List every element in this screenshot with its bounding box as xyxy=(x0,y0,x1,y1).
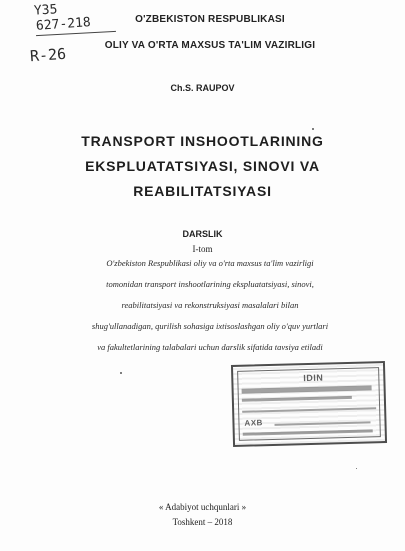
volume-label: I-tom xyxy=(192,244,213,254)
scan-speck xyxy=(120,372,122,374)
library-stamp xyxy=(231,361,387,447)
book-title-line-3: REABILITATSIYASI xyxy=(133,183,272,199)
approval-text-line-3: reabilitatsiyasi va rekonstruksiyasi masalalari bilan xyxy=(121,300,299,310)
approval-text-line-1: O'zbekiston Respublikasi oliy va o'rta maxsus ta'lim vazirligi xyxy=(106,258,314,268)
handwritten-shelf-mark: Y35 xyxy=(33,2,58,19)
ministry-country: O'ZBEKISTON RESPUBLIKASI xyxy=(135,14,285,25)
ministry-name: OLIY VA O'RTA MAXSUS TA'LIM VAZIRLIGI xyxy=(104,40,316,51)
library-stamp-text: IDIN xyxy=(303,372,324,384)
scan-speck xyxy=(356,468,357,469)
publisher-name: « Adabiyot uchqunlari » xyxy=(158,502,247,512)
approval-text-line-4: shug'ullanadigan, qurilish sohasiga ixtisoslashgan oliy o'quv yurtlari xyxy=(91,321,329,331)
document-type: DARSLIK xyxy=(182,229,223,239)
publication-place-year: Toshkent – 2018 xyxy=(172,517,233,527)
scan-speck xyxy=(312,128,314,130)
approval-text-line-5: va fakultetlarining talabalari uchun darslik sifatida tavsiya etiladi xyxy=(97,342,323,352)
book-title-line-1: TRANSPORT INSHOOTLARINING xyxy=(81,133,324,149)
handwritten-author-code: R-26 xyxy=(29,44,67,66)
library-stamp-code: AXB xyxy=(244,418,263,428)
book-title-line-2: EKSPLUATATSIYASI, SINOVI VA xyxy=(85,158,320,174)
approval-text-line-2: tomonidan transport inshootlarining ekspluatatsiyasi, sinovi, xyxy=(106,279,314,289)
author-name: Ch.S. RAUPOV xyxy=(170,83,235,93)
handwritten-inventory-number: 627-218 xyxy=(35,15,92,34)
